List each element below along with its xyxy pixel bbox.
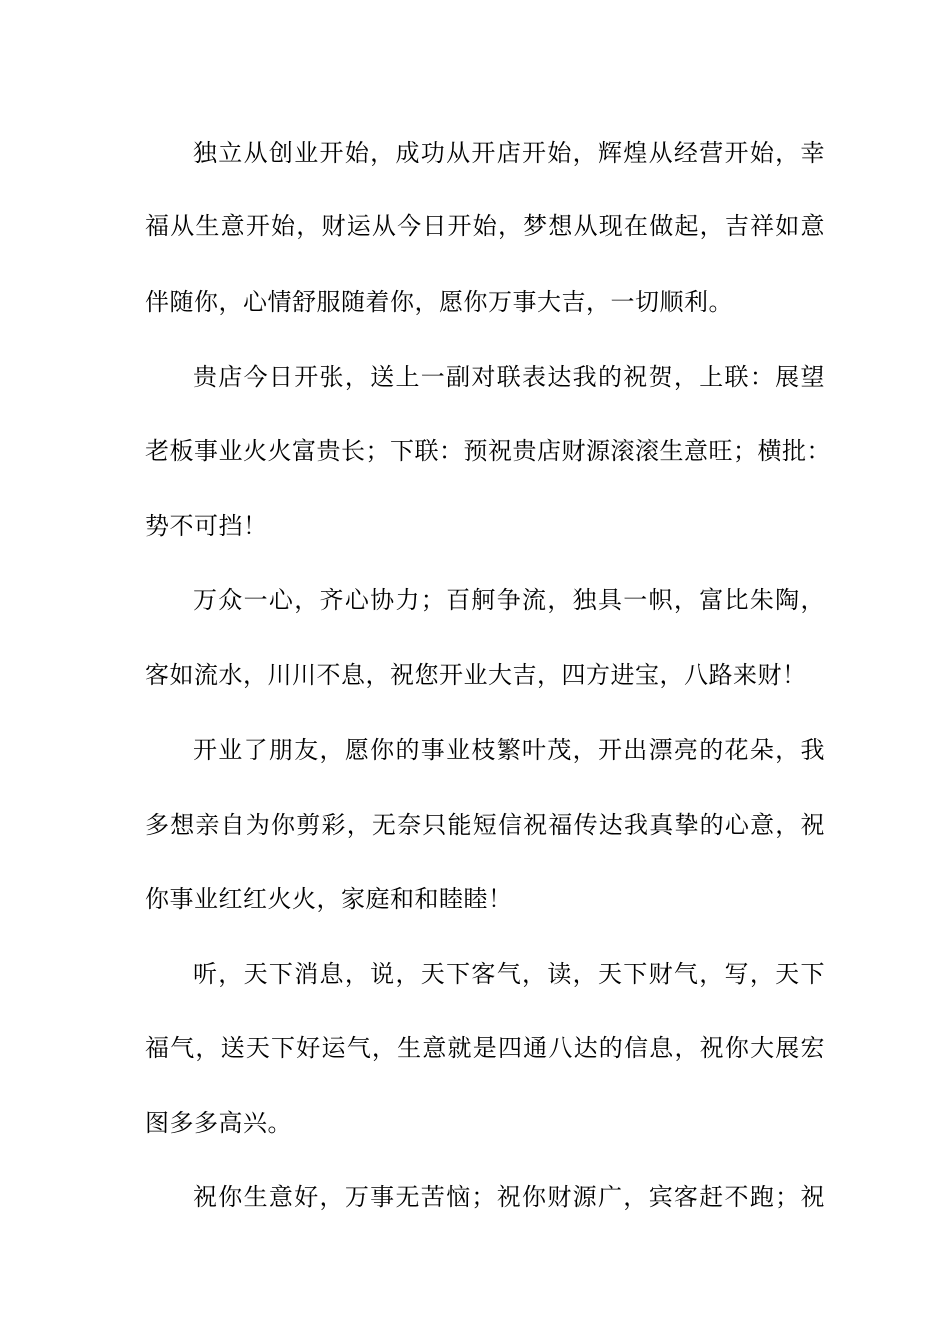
paragraph-5-line-1: 听，天下消息，说，天下客气，读，天下财气，写，天下 <box>193 960 825 988</box>
paragraph-3-line-1: 万众一心，齐心协力；百舸争流，独具一帜，富比朱陶， <box>193 586 825 614</box>
paragraph-3-line-2: 客如流水，川川不息，祝您开业大吉，四方进宝，八路来财！ <box>145 661 807 689</box>
paragraph-5-line-2: 福气，送天下好运气，生意就是四通八达的信息，祝你大展宏 <box>145 1034 825 1062</box>
paragraph-1-line-3: 伴随你，心情舒服随着你，愿你万事大吉，一切顺利。 <box>145 288 733 316</box>
paragraph-6-line-1: 祝你生意好，万事无苦恼；祝你财源广，宾客赶不跑；祝 <box>193 1183 825 1211</box>
paragraph-4-line-3: 你事业红红火火，家庭和和睦睦！ <box>145 885 513 913</box>
paragraph-1-line-2: 福从生意开始，财运从今日开始，梦想从现在做起，吉祥如意 <box>145 212 825 240</box>
paragraph-2-line-1: 贵店今日开张，送上一副对联表达我的祝贺，上联：展望 <box>193 363 825 391</box>
paragraph-2-line-2: 老板事业火火富贵长；下联：预祝贵店财源滚滚生意旺；横批： <box>145 437 831 465</box>
paragraph-4-line-2: 多想亲自为你剪彩，无奈只能短信祝福传达我真挚的心意，祝 <box>145 811 825 839</box>
paragraph-2-line-3: 势不可挡！ <box>145 512 268 540</box>
paragraph-4-line-1: 开业了朋友，愿你的事业枝繁叶茂，开出漂亮的花朵，我 <box>193 736 825 764</box>
paragraph-5-line-3: 图多多高兴。 <box>145 1109 292 1137</box>
paragraph-1-line-1: 独立从创业开始，成功从开店开始，辉煌从经营开始，幸 <box>193 139 825 167</box>
